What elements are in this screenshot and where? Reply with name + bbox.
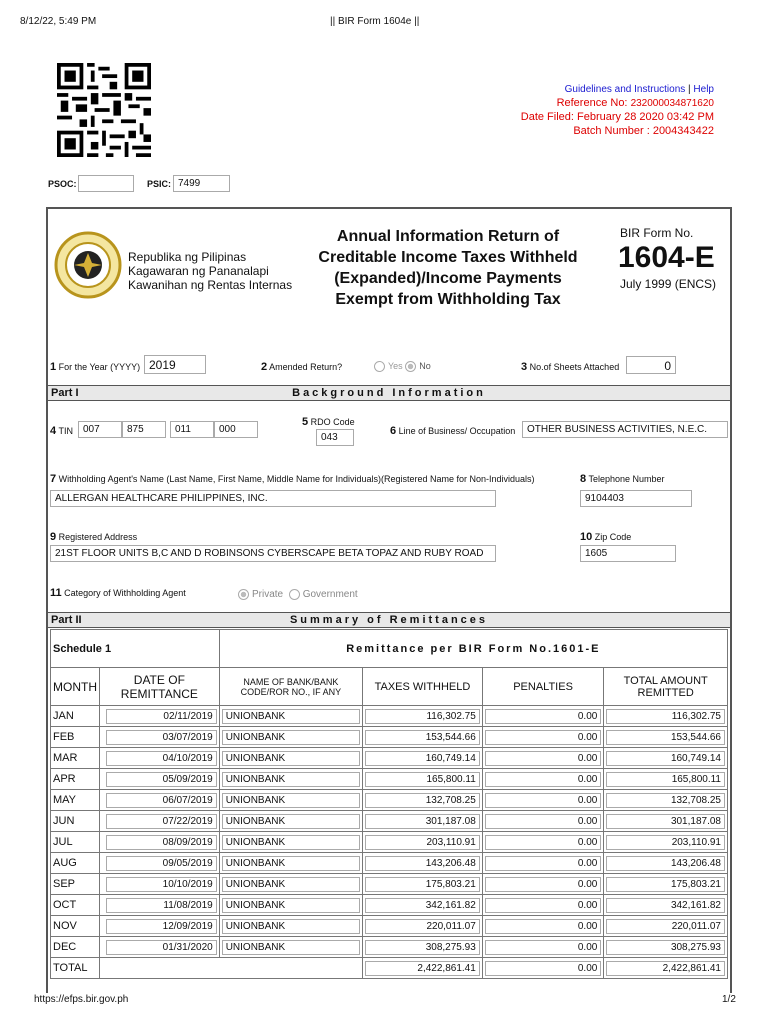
table-row xyxy=(51,853,728,874)
agency-line1: Republika ng Pilipinas xyxy=(128,250,247,264)
zip-label: Zip Code xyxy=(594,532,632,542)
row-total[interactable]: 301,187.08 xyxy=(606,814,725,829)
form-title-line3: (Expanded)/Income Payments xyxy=(334,270,562,287)
category-private-radio[interactable] xyxy=(238,589,249,600)
schedule-label: Schedule 1 xyxy=(51,630,220,668)
row-month: AUG xyxy=(53,857,77,869)
reference-value: 232000034871620 xyxy=(630,98,714,109)
table-row xyxy=(51,769,728,790)
psoc-label: PSOC: xyxy=(48,179,77,189)
row-date[interactable]: 02/11/2019 xyxy=(106,709,217,724)
total-taxes[interactable]: 2,422,861.41 xyxy=(365,961,480,976)
tin-label: TIN xyxy=(58,426,73,436)
row-total[interactable]: 153,544.66 xyxy=(606,730,725,745)
sheets-label: No.of Sheets Attached xyxy=(529,362,620,372)
agency-line2: Kagawaran ng Pananalapi xyxy=(128,264,269,278)
col-taxes: TAXES WITHHELD xyxy=(363,668,483,706)
row-bank[interactable]: UNIONBANK xyxy=(222,751,360,766)
amended-no-label: No xyxy=(419,361,431,371)
row-taxes[interactable]: 165,800.11 xyxy=(365,772,480,787)
psic-field[interactable]: 7499 xyxy=(173,175,230,192)
print-page: 1/2 xyxy=(722,994,736,1005)
table-row xyxy=(51,706,728,727)
col-month: MONTH xyxy=(51,668,100,706)
amended-yes-label: Yes xyxy=(388,361,403,371)
row-taxes[interactable]: 132,708.25 xyxy=(365,793,480,808)
rdo-label: RDO Code xyxy=(310,417,355,427)
amended-no-radio[interactable] xyxy=(405,361,416,372)
row-penalties[interactable]: 0.00 xyxy=(485,730,602,745)
row-total[interactable]: 143,206.48 xyxy=(606,856,725,871)
row-bank[interactable]: UNIONBANK xyxy=(222,730,360,745)
part1-title: Background Information xyxy=(292,387,486,399)
link-separator: | xyxy=(688,84,691,95)
business-field[interactable]: OTHER BUSINESS ACTIVITIES, N.E.C. xyxy=(522,421,728,438)
phone-field[interactable]: 9104403 xyxy=(580,490,692,507)
part2-label: Part II xyxy=(51,614,82,626)
agency-line3: Kawanihan ng Rentas Internas xyxy=(128,278,293,292)
row-date[interactable]: 05/09/2019 xyxy=(106,772,217,787)
form-number: 1604-E xyxy=(618,241,715,274)
table-row xyxy=(51,727,728,748)
bir-seal-icon xyxy=(54,231,122,299)
row-taxes[interactable]: 175,803.21 xyxy=(365,877,480,892)
row-bank[interactable]: UNIONBANK xyxy=(222,793,360,808)
address-label: Registered Address xyxy=(58,532,138,542)
item8-num: 8 xyxy=(580,473,587,485)
form-no-label: BIR Form No. xyxy=(620,226,694,240)
form-version: July 1999 (ENCS) xyxy=(620,277,717,291)
row-taxes[interactable]: 143,206.48 xyxy=(365,856,480,871)
row-date[interactable]: 12/09/2019 xyxy=(106,919,217,934)
row-bank[interactable]: UNIONBANK xyxy=(222,898,360,913)
form-container xyxy=(46,207,732,993)
item4-num: 4 xyxy=(50,425,57,437)
form-title-line4: Exempt from Withholding Tax xyxy=(335,291,561,308)
tin-field-4[interactable]: 000 xyxy=(214,421,258,438)
print-datetime: 8/12/22, 5:49 PM xyxy=(20,16,97,27)
row-total[interactable]: 175,803.21 xyxy=(606,877,725,892)
table-row xyxy=(51,832,728,853)
row-date[interactable]: 06/07/2019 xyxy=(106,793,217,808)
address-field[interactable]: 21ST FLOOR UNITS B,C AND D ROBINSONS CYBERSCAPE BETA TOPAZ AND RUBY ROAD xyxy=(50,545,496,562)
table-row xyxy=(51,811,728,832)
row-penalties[interactable]: 0.00 xyxy=(485,751,602,766)
form-title-line1: Annual Information Return of xyxy=(336,228,560,245)
business-label: Line of Business/ Occupation xyxy=(398,426,516,436)
row-taxes[interactable]: 160,749.14 xyxy=(365,751,480,766)
sheets-field[interactable]: 0 xyxy=(626,356,676,374)
row-penalties[interactable]: 0.00 xyxy=(485,919,602,934)
guidelines-link[interactable]: Guidelines and Instructions xyxy=(564,84,686,95)
print-title: || BIR Form 1604e || xyxy=(330,16,420,27)
row-date[interactable]: 01/31/2020 xyxy=(106,940,217,955)
row-date[interactable]: 09/05/2019 xyxy=(106,856,217,871)
row-month: SEP xyxy=(53,878,76,890)
row-bank[interactable]: UNIONBANK xyxy=(222,709,360,724)
row-total[interactable]: 220,011.07 xyxy=(606,919,725,934)
col-bank: NAME OF BANK/BANK CODE/ROR NO., IF ANY xyxy=(219,668,362,706)
row-date[interactable]: 08/09/2019 xyxy=(106,835,217,850)
agent-name-field[interactable]: ALLERGAN HEALTHCARE PHILIPPINES, INC. xyxy=(50,490,496,507)
row-taxes[interactable]: 342,161.82 xyxy=(365,898,480,913)
row-month: JUN xyxy=(53,815,75,827)
part1-bar xyxy=(48,385,730,401)
row-penalties[interactable]: 0.00 xyxy=(485,877,602,892)
row-taxes[interactable]: 153,544.66 xyxy=(365,730,480,745)
table-row xyxy=(51,895,728,916)
table-row xyxy=(51,916,728,937)
total-amount[interactable]: 2,422,861.41 xyxy=(606,961,725,976)
part2-bar xyxy=(48,612,730,628)
row-taxes[interactable]: 301,187.08 xyxy=(365,814,480,829)
tin-field-3[interactable]: 011 xyxy=(170,421,214,438)
table-row xyxy=(51,874,728,895)
table-row xyxy=(51,937,728,958)
item5-num: 5 xyxy=(302,416,309,428)
row-penalties[interactable]: 0.00 xyxy=(485,856,602,871)
row-penalties[interactable]: 0.00 xyxy=(485,814,602,829)
row-date[interactable]: 07/22/2019 xyxy=(106,814,217,829)
psoc-field[interactable] xyxy=(78,175,134,192)
print-url: https://efps.bir.gov.ph xyxy=(34,994,129,1005)
row-penalties[interactable]: 0.00 xyxy=(485,709,602,724)
zip-field[interactable]: 1605 xyxy=(580,545,676,562)
row-month: NOV xyxy=(53,920,77,932)
year-label: For the Year (YYYY) xyxy=(58,362,141,372)
item3-num: 3 xyxy=(521,361,528,373)
col-total: TOTAL AMOUNT REMITTED xyxy=(604,668,728,706)
reference-label: Reference No: xyxy=(556,97,628,109)
table-row xyxy=(51,748,728,769)
agent-name-label: Withholding Agent's Name (Last Name, First Name, Middle Name for Individuals)(Registered Name for Non-Individuals) xyxy=(58,474,535,484)
rdo-field[interactable]: 043 xyxy=(316,429,354,446)
row-bank[interactable]: UNIONBANK xyxy=(222,877,360,892)
row-total[interactable]: 165,800.11 xyxy=(606,772,725,787)
row-date[interactable]: 04/10/2019 xyxy=(106,751,217,766)
item7-num: 7 xyxy=(50,473,57,485)
year-field[interactable]: 2019 xyxy=(144,355,206,374)
total-penalties[interactable]: 0.00 xyxy=(485,961,602,976)
category-label: Category of Withholding Agent xyxy=(64,588,186,598)
row-month: APR xyxy=(53,773,76,785)
item11-num: 11 xyxy=(50,587,62,599)
tin-field-1[interactable]: 007 xyxy=(78,421,122,438)
row-taxes[interactable]: 203,110.91 xyxy=(365,835,480,850)
category-government-label: Government xyxy=(302,589,358,601)
phone-label: Telephone Number xyxy=(588,474,665,484)
item10-num: 10 xyxy=(580,531,593,543)
row-date[interactable]: 03/07/2019 xyxy=(106,730,217,745)
row-penalties[interactable]: 0.00 xyxy=(485,898,602,913)
row-taxes[interactable]: 220,011.07 xyxy=(365,919,480,934)
amended-yes-radio[interactable] xyxy=(374,361,385,372)
row-bank[interactable]: UNIONBANK xyxy=(222,919,360,934)
row-taxes[interactable]: 308,275.93 xyxy=(365,940,480,955)
total-label: TOTAL xyxy=(51,958,100,979)
item6-num: 6 xyxy=(390,425,397,437)
row-penalties[interactable]: 0.00 xyxy=(485,835,602,850)
schedule-title: Remittance per BIR Form No.1601-E xyxy=(219,630,727,668)
part1-label: Part I xyxy=(51,387,79,399)
row-total[interactable]: 203,110.91 xyxy=(606,835,725,850)
row-bank[interactable]: UNIONBANK xyxy=(222,772,360,787)
row-date[interactable]: 10/10/2019 xyxy=(106,877,217,892)
row-month: DEC xyxy=(53,941,77,953)
row-total[interactable]: 132,708.25 xyxy=(606,793,725,808)
row-month: MAR xyxy=(53,752,78,764)
row-total[interactable]: 116,302.75 xyxy=(606,709,725,724)
row-month: FEB xyxy=(53,731,75,743)
row-bank[interactable]: UNIONBANK xyxy=(222,856,360,871)
row-penalties[interactable]: 0.00 xyxy=(485,940,602,955)
category-government-radio[interactable] xyxy=(289,589,300,600)
amended-label: Amended Return? xyxy=(269,362,343,372)
qr-code-icon xyxy=(57,63,151,157)
row-bank[interactable]: UNIONBANK xyxy=(222,940,360,955)
row-month: MAY xyxy=(53,794,77,806)
psic-label: PSIC: xyxy=(147,179,172,189)
tin-field-2[interactable]: 875 xyxy=(122,421,166,438)
part2-title: Summary of Remittances xyxy=(289,614,489,626)
item9-num: 9 xyxy=(50,531,57,543)
row-total[interactable]: 342,161.82 xyxy=(606,898,725,913)
row-taxes[interactable]: 116,302.75 xyxy=(365,709,480,724)
remittance-table xyxy=(50,629,728,979)
col-penalties: PENALTIES xyxy=(482,668,604,706)
batch-number: Batch Number : 2004343422 xyxy=(573,125,714,137)
table-row xyxy=(51,790,728,811)
col-date: DATE OF REMITTANCE xyxy=(100,668,220,706)
row-total[interactable]: 308,275.93 xyxy=(606,940,725,955)
date-filed: Date Filed: February 28 2020 03:42 PM xyxy=(520,111,714,123)
row-date[interactable]: 11/08/2019 xyxy=(106,898,217,913)
row-month: OCT xyxy=(53,899,77,911)
help-link[interactable]: Help xyxy=(693,84,714,95)
row-penalties[interactable]: 0.00 xyxy=(485,793,602,808)
item1-num: 1 xyxy=(50,361,57,373)
row-total[interactable]: 160,749.14 xyxy=(606,751,725,766)
item2-num: 2 xyxy=(261,361,268,373)
row-month: JUL xyxy=(53,836,73,848)
category-private-label: Private xyxy=(252,589,284,601)
row-penalties[interactable]: 0.00 xyxy=(485,772,602,787)
row-month: JAN xyxy=(53,710,74,722)
row-bank[interactable]: UNIONBANK xyxy=(222,814,360,829)
row-bank[interactable]: UNIONBANK xyxy=(222,835,360,850)
form-title-line2: Creditable Income Taxes Withheld xyxy=(318,249,578,266)
